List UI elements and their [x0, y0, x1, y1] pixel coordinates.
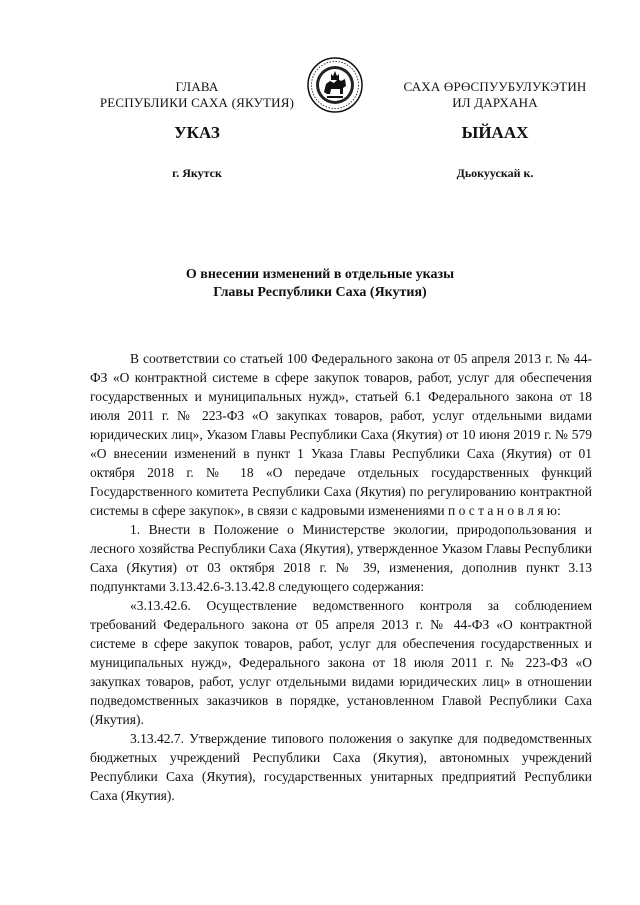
header-right-line2: ИЛ ДАРХАНА — [452, 95, 538, 110]
header-left-block — [62, 79, 332, 111]
decree-body — [90, 349, 592, 805]
subject-line1: О внесении изменений в отдельные указы — [185, 267, 455, 282]
header-left-line1: ГЛАВА — [175, 79, 219, 94]
paragraph-item-1: 1. Внести в Положение о Министерстве экологии, природопользования и лесного хозяйства Республики Саха (Якутия), утвержденное Указом Главы Республики Саха (Якутия) от 03 октября 2018 г. № 39, изменения, дополнив пункт 3.13 подпунктами 3.13.42.6-3.13.42.8 следующего содержания: — [90, 522, 592, 594]
paragraph-item-3-13-42-7: 3.13.42.7. Утверждение типового положения о закупке для подведомственных бюджетных учреждений Республики Саха (Якутия), автономных учреждений Республики Саха (Якутия), государственных унитарных предприятий Республики Саха (Якутия). — [90, 731, 592, 803]
coat-of-arms-icon — [307, 57, 363, 113]
paragraph-item-3-13-42-6: «3.13.42.6. Осуществление ведомственного контроля за соблюдением требований Федерального закона от 05 апреля 2013 г. № 44-ФЗ «О контрактной системе в сфере закупок товаров, работ, услуг для обеспечения государственных и муниципальных нужд», Федерального закона от 18 июля 2011 г. № 223-ФЗ «О закупках товаров, работ, услуг отдельными видами юридических лиц» в отношении подведомственных заказчиков в порядке, установленном Главой Республики Саха (Якутия). — [90, 598, 592, 727]
decree-title-yakut: ЫЙААХ — [461, 123, 529, 142]
decree-subject — [90, 266, 550, 302]
paragraph-preamble: В соответствии со статьей 100 Федерального закона от 05 апреля 2013 г. № 44-ФЗ «О контрактной системе в сфере закупок товаров, работ, услуг для обеспечения государственных и муниципальных нужд», статьей 6.1 Федерального закона от 18 июля 2011 г. № 223-ФЗ «О закупках товаров, работ, услуг отдельными видами юридических лиц», Указом Главы Республики Саха (Якутия) от 10 июня 2019 г. № 579 «О внесении изменений в пункт 1 Указа Главы Республики Саха (Якутия) от 01 октября 2018 г. № 18 «О передаче отдельных государственных функций Государственного комитета Республики Саха (Якутия) по регулированию контрактной системы в сфере закупок», в связи с кадровыми изменениями п о с т а н о в л я ю: — [90, 351, 592, 518]
header-right-line1: САХА ӨРӨСПУУБУЛУКЭТИН — [403, 79, 587, 94]
header-right-block — [380, 79, 610, 111]
subject-line2: Главы Республики Саха (Якутия) — [213, 285, 427, 300]
city-yakut: Дьокуускай к. — [456, 166, 534, 180]
decree-title-russian: УКАЗ — [174, 123, 220, 142]
city-russian: г. Якутск — [172, 166, 222, 180]
header-left-line2: РЕСПУБЛИКИ САХА (ЯКУТИЯ) — [99, 95, 295, 110]
